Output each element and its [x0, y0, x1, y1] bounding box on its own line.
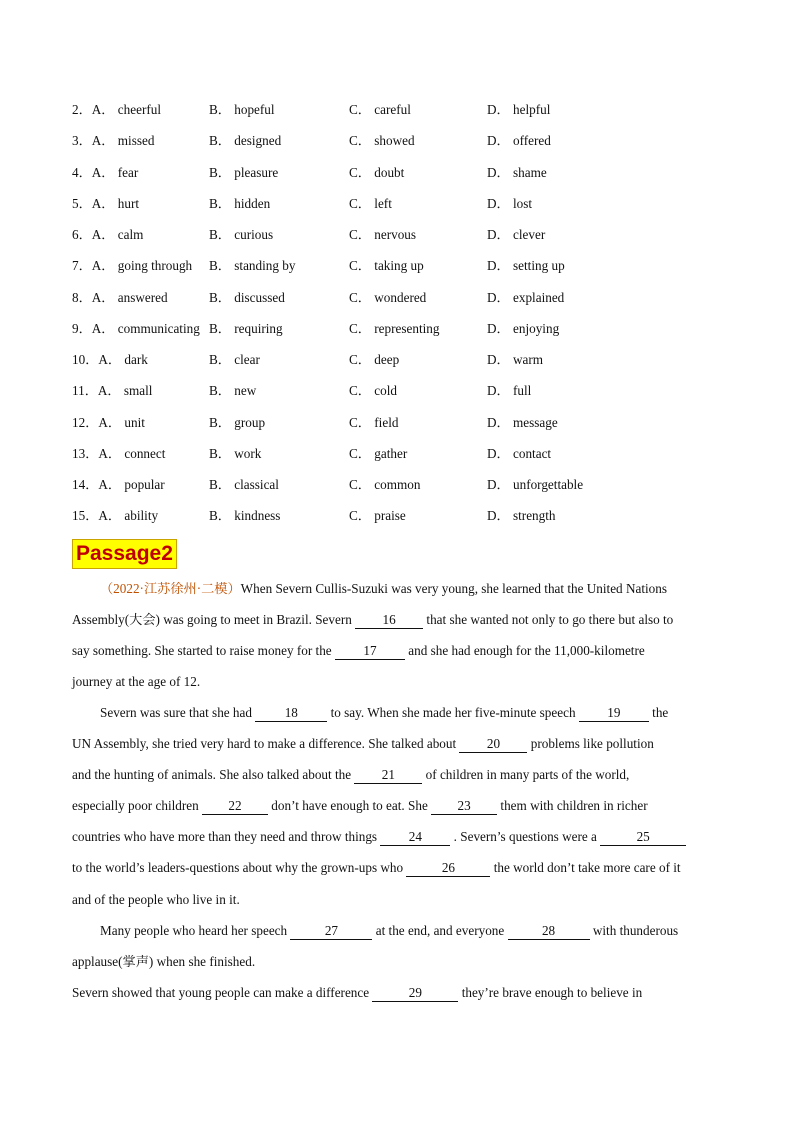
option-a-label: A． connect	[98, 445, 166, 461]
question-number: 5．	[72, 195, 92, 211]
option-a[interactable]	[72, 225, 143, 245]
option-b[interactable]: B． hidden	[209, 195, 271, 211]
option-d[interactable]: D． helpful	[487, 102, 551, 117]
option-c[interactable]: C． taking up	[349, 258, 424, 274]
question-number: 8．	[72, 289, 92, 305]
option-a-label: A． unit	[98, 414, 145, 430]
option-b[interactable]: B． discussed	[209, 289, 285, 305]
option-b[interactable]: B． curious	[209, 227, 274, 242]
passage-title: Passage2	[72, 539, 177, 569]
option-b[interactable]: B． hopeful	[209, 102, 275, 117]
passage-line: to the world’s leaders-questions about why the grown-ups who 26 the world don’t take more care of it	[72, 860, 681, 875]
option-a-label: A． small	[97, 383, 153, 399]
option-d[interactable]: D． full	[487, 383, 532, 399]
option-a-label: A． calm	[91, 227, 144, 242]
option-a[interactable]	[72, 475, 165, 495]
option-b[interactable]: B． designed	[209, 133, 282, 149]
passage-line: Severn showed that young people can make a difference 29 they’re brave enough to believe in	[72, 985, 643, 1000]
option-b[interactable]: B． pleasure	[209, 164, 279, 180]
option-b[interactable]: B． new	[209, 383, 257, 399]
option-a[interactable]	[72, 256, 192, 276]
option-b[interactable]: B． kindness	[209, 508, 281, 524]
option-a[interactable]	[72, 288, 168, 308]
question-number: 2．	[72, 102, 92, 117]
option-d[interactable]: D． explained	[487, 289, 565, 305]
passage-line: and the hunting of animals. She also talked about the 21 of children in many parts of the world,	[72, 767, 630, 782]
blank-21[interactable]: 21	[354, 767, 422, 784]
question-number: 4．	[72, 164, 92, 180]
passage-line: especially poor children 22 don’t have enough to eat. She 23 them with children in richer	[72, 798, 648, 813]
blank-23[interactable]: 23	[431, 798, 497, 815]
option-c[interactable]: C． deep	[349, 352, 400, 367]
option-a[interactable]	[72, 319, 200, 339]
question-number: 9．	[72, 320, 92, 336]
option-a[interactable]	[72, 350, 148, 370]
option-d[interactable]: D． message	[487, 414, 558, 430]
passage-source: （2022·江苏徐州·二模）	[100, 581, 241, 596]
option-c[interactable]: C． left	[349, 195, 392, 211]
passage-line: countries who have more than they need and throw things 24 . Severn’s questions were a 25	[72, 827, 722, 847]
passage-line: say something. She started to raise money for the 17 and she had enough for the 11,000-kilometre	[72, 643, 645, 658]
blank-25[interactable]: 25	[600, 829, 686, 846]
blank-22[interactable]: 22	[202, 798, 268, 815]
option-a-label: A． dark	[98, 352, 148, 367]
option-b[interactable]: B． clear	[209, 352, 260, 367]
question-number: 13．	[72, 445, 99, 461]
option-a[interactable]	[72, 381, 152, 401]
blank-16[interactable]: 16	[355, 612, 423, 629]
option-a-label: A． cheerful	[91, 102, 161, 117]
option-a[interactable]	[72, 163, 138, 183]
question-number: 3．	[72, 133, 92, 149]
option-d[interactable]: D． lost	[487, 195, 533, 211]
option-a-label: A． answered	[91, 289, 168, 305]
option-d[interactable]: D． warm	[487, 352, 544, 367]
option-c[interactable]: C． doubt	[349, 164, 405, 180]
option-b[interactable]: B． work	[209, 445, 262, 461]
option-b[interactable]: B． group	[209, 414, 266, 430]
option-c[interactable]: C． gather	[349, 445, 408, 461]
passage-line: UN Assembly, she tried very hard to make a difference. She talked about 20 problems like pollution	[72, 736, 654, 751]
passage-line: Assembly(大会) was going to meet in Brazil. Severn 16 that she wanted not only to go there but also to	[72, 612, 674, 627]
option-d[interactable]: D． strength	[487, 508, 556, 524]
option-b[interactable]: B． requiring	[209, 320, 283, 336]
option-c[interactable]: C． praise	[349, 508, 406, 524]
question-number: 15．	[72, 508, 99, 524]
question-number: 7．	[72, 258, 92, 274]
blank-28[interactable]: 28	[508, 923, 590, 940]
option-d[interactable]: D． clever	[487, 227, 546, 242]
option-c[interactable]: C． nervous	[349, 227, 417, 242]
option-c[interactable]: C． showed	[349, 133, 415, 149]
blank-19[interactable]: 19	[579, 705, 649, 722]
option-a[interactable]	[72, 413, 145, 433]
option-a-label: A． fear	[91, 164, 139, 180]
option-a[interactable]	[72, 131, 154, 151]
option-b[interactable]: B． standing by	[209, 258, 296, 274]
option-c[interactable]: C． wondered	[349, 289, 427, 305]
passage-line: （2022·江苏徐州·二模）When Severn Cullis-Suzuki was very young, she learned that the United Nations	[100, 581, 667, 596]
blank-18[interactable]: 18	[255, 705, 327, 722]
option-a[interactable]	[72, 506, 158, 526]
question-number: 12．	[72, 414, 99, 430]
question-number: 14．	[72, 477, 99, 492]
option-a[interactable]	[72, 194, 139, 214]
blank-26[interactable]: 26	[406, 860, 490, 877]
option-b[interactable]: B． classical	[209, 477, 279, 492]
option-c[interactable]: C． common	[349, 477, 421, 492]
question-number: 11．	[72, 383, 98, 399]
option-a-label: A． going through	[91, 258, 193, 274]
passage-line: journey at the age of 12.	[72, 674, 201, 689]
option-c[interactable]: C． field	[349, 414, 399, 430]
option-c[interactable]: C． cold	[349, 383, 397, 399]
option-d[interactable]: D． unforgettable	[487, 477, 584, 492]
question-number: 10．	[72, 352, 99, 367]
passage-line: Severn was sure that she had 18 to say. When she made her five-minute speech 19 the	[100, 705, 669, 720]
option-d[interactable]: D． setting up	[487, 258, 565, 274]
option-a-label: A． popular	[98, 477, 165, 492]
blank-20[interactable]: 20	[459, 736, 527, 753]
option-a[interactable]	[72, 444, 165, 464]
option-a-label: A． communicating	[91, 320, 200, 336]
question-number: 6．	[72, 227, 92, 242]
option-a-label: A． ability	[98, 508, 159, 524]
option-d[interactable]: D． offered	[487, 133, 551, 149]
option-d[interactable]: D． enjoying	[487, 320, 560, 336]
option-a[interactable]	[72, 100, 161, 120]
option-c[interactable]: C． careful	[349, 102, 411, 117]
passage-line: Many people who heard her speech 27 at the end, and everyone 28 with thunderous	[100, 923, 679, 938]
option-a-label: A． hurt	[91, 195, 140, 211]
option-d[interactable]: D． shame	[487, 164, 547, 180]
blank-24[interactable]: 24	[380, 829, 450, 846]
blank-29[interactable]: 29	[372, 985, 458, 1002]
blank-27[interactable]: 27	[290, 923, 372, 940]
passage-line: and of the people who live in it.	[72, 892, 240, 907]
blank-17[interactable]: 17	[335, 643, 405, 660]
option-c[interactable]: C． representing	[349, 320, 440, 336]
option-a-label: A． missed	[91, 133, 155, 149]
option-d[interactable]: D． contact	[487, 445, 552, 461]
passage-line: applause(掌声) when she finished.	[72, 954, 256, 969]
